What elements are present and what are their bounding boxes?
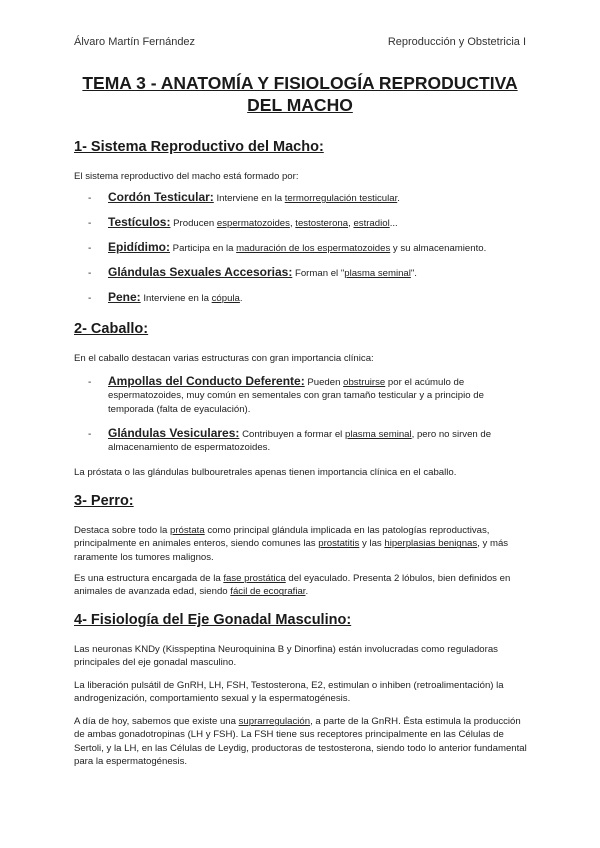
header-author: Álvaro Martín Fernández — [74, 36, 196, 48]
document-title — [60, 72, 540, 116]
section-1-intro: El sistema reproductivo del macho está formado por: — [74, 171, 299, 182]
section-2-outro: La próstata o las glándulas bulbouretrales apenas tienen importancia clínica en el caballo. — [74, 467, 457, 478]
section-1-heading: 1- Sistema Reproductivo del Macho: — [74, 139, 324, 155]
header-course: Reproducción y Obstetricia I — [387, 36, 526, 48]
list-item: - Glándulas Sexuales Accesorias: Forman el "plasma seminal". — [88, 265, 417, 279]
section-4-paragraph-3: A día de hoy, sabemos que existe una suprarregulación, a parte de la GnRH. Ésta estimula la producción de ambas gonadotropinas (LH y FSH). La FSH tiene sus receptores principalmente en las Células de Sertoli, y la LH, en las Células de Leydig, productoras de testosterona, siendo todo lo anterior fundamental para la espermatogénesis. — [74, 716, 527, 768]
section-2-heading: 2- Caballo: — [74, 321, 149, 337]
section-4-paragraph-1: Las neuronas KNDy (Kisspeptina Neuroquinina B y Dinorfina) están involucradas como reguladoras principales del eje gonadal masculino. — [74, 644, 498, 669]
list-item: - Cordón Testicular: Interviene en la termorregulación testicular. — [88, 190, 400, 204]
list-item: - Ampollas del Conducto Deferente: Pueden obstruirse por el acúmulo de espermatozoides, muy común en sementales con gran tamaño testicular y a principio de temporada (falta de eyaculación). — [88, 374, 484, 415]
section-3-paragraph-2: Es una estructura encargada de la fase prostática del eyaculado. Presenta 2 lóbulos, bien definidos en animales de avanzada edad, siendo fácil de ecografiar. — [74, 573, 511, 598]
section-3-paragraph-1: Destaca sobre todo la próstata como principal glándula implicada en las patologías reproductivas, principalmente en animales enteros, siendo comunes las prostatitis y las hiperplasias benignas, y más raramente los tumores malignos. — [74, 525, 509, 563]
section-4-paragraph-2: La liberación pulsátil de GnRH, LH, FSH, Testosterona, E2, estimulan o inhiben (retroalimentación) la androgenización, comportamiento sexual y la espermatogénesis. — [74, 680, 504, 705]
list-item: - Glándulas Vesiculares: Contribuyen a formar el plasma seminal, pero no sirven de almacenamiento de espermatozoides. — [88, 426, 492, 454]
section-4-heading: 4- Fisiología del Eje Gonadal Masculino: — [74, 612, 352, 628]
list-item: - Pene: Interviene en la cópula. — [88, 290, 243, 304]
section-2-intro: En el caballo destacan varias estructuras con gran importancia clínica: — [74, 353, 374, 364]
list-item: - Epidídimo: Participa en la maduración de los espermatozoides y su almacenamiento. — [88, 240, 487, 254]
list-item: - Testículos: Producen espermatozoides, testosterona, estradiol... — [88, 215, 398, 229]
title-line-1: TEMA 3 - ANATOMÍA Y FISIOLOGÍA REPRODUCTIVA — [82, 73, 518, 93]
section-3-heading: 3- Perro: — [74, 493, 134, 509]
title-line-2: DEL MACHO — [247, 95, 353, 115]
